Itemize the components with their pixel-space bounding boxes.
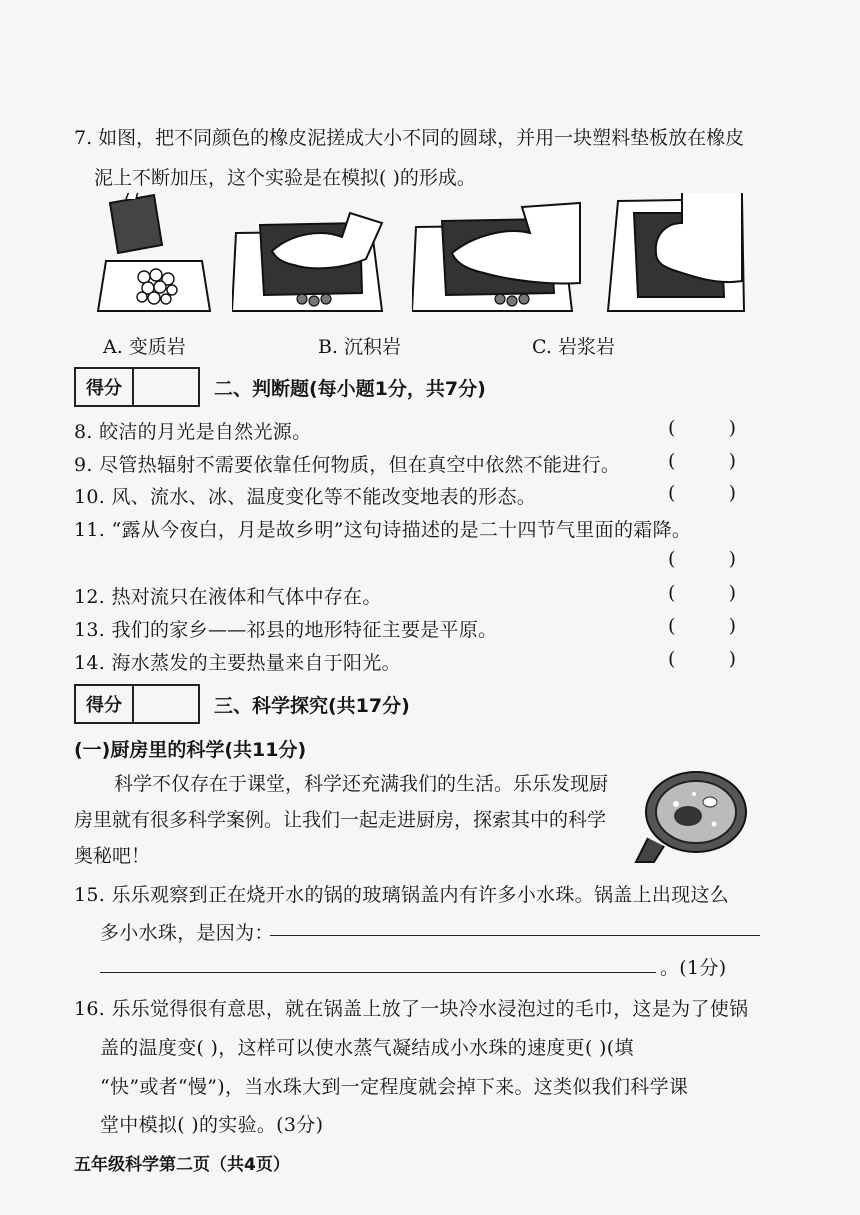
answer-line-15b[interactable] — [100, 972, 656, 973]
answer-line-15a[interactable] — [270, 935, 760, 936]
section3-title: 三、科学探究(共17分) — [214, 695, 410, 717]
answer-paren-13[interactable] — [668, 615, 736, 637]
paren-open: ( — [668, 450, 676, 472]
answer-paren-12[interactable] — [668, 582, 736, 604]
question-7-line1: 7. 如图，把不同颜色的橡皮泥搓成大小不同的圆球，并用一块塑料垫板放在橡皮 — [74, 127, 745, 149]
question-16-line2: 盖的温度变( )，这样可以使水蒸气凝结成小水珠的速度更( )(填 — [100, 1037, 634, 1059]
question-16-line4: 堂中模拟( )的实验。(3分) — [100, 1114, 324, 1136]
paren-close: ) — [728, 582, 736, 604]
question-7 — [74, 118, 774, 198]
figure-press-2 — [412, 193, 582, 318]
score-blank[interactable] — [134, 369, 198, 405]
tf-item-14: 14. 海水蒸发的主要热量来自于阳光。 — [74, 652, 401, 674]
section3-subtitle: (一)厨房里的科学(共11分) — [74, 739, 307, 761]
answer-paren-14[interactable] — [668, 648, 736, 670]
pot-lid-icon — [632, 766, 750, 866]
tf-item-9: 9. 尽管热辐射不需要依靠任何物质，但在真空中依然不能进行。 — [74, 454, 621, 476]
tf-item-11: 11. “露从今夜白，月是故乡明”这句诗描述的是二十四节气里面的霜降。 — [74, 519, 692, 541]
paren-open: ( — [668, 548, 676, 570]
answer-paren-9[interactable] — [668, 450, 736, 472]
option-a: A. 变质岩 — [103, 336, 186, 358]
tf-item-12: 12. 热对流只在液体和气体中存在。 — [74, 586, 382, 608]
answer-paren-8[interactable] — [668, 417, 736, 439]
page-footer: 五年级科学第二页（共4页） — [74, 1155, 290, 1175]
paren-open: ( — [668, 582, 676, 604]
question-16-line1: 16. 乐乐觉得很有意思，就在锅盖上放了一块冷水浸泡过的毛巾，这是为了使锅 — [74, 998, 749, 1020]
paren-open: ( — [668, 417, 676, 439]
question-15-line2: 多小水珠，是因为： — [100, 922, 274, 944]
paren-open: ( — [668, 615, 676, 637]
figure-press-1 — [232, 193, 392, 318]
section3-intro: 科学不仅存在于课堂，科学还充满我们的生活。乐乐发现厨房里就有很多科学案例。让我们一起走进厨房，探索其中的科学奥秘吧！ — [74, 773, 609, 867]
score-label: 得分 — [76, 369, 134, 405]
score-label: 得分 — [76, 686, 134, 722]
paren-open: ( — [668, 482, 676, 504]
tf-item-8: 8. 皎洁的月光是自然光源。 — [74, 421, 312, 443]
tf-item-13: 13. 我们的家乡——祁县的地形特征主要是平原。 — [74, 619, 498, 641]
paren-close: ) — [728, 615, 736, 637]
section2-title: 二、判断题(每小题1分，共7分) — [214, 378, 486, 400]
question-15-points: 。(1分) — [660, 957, 727, 979]
question-7-line2: 泥上不断加压，这个实验是在模拟( )的形成。 — [94, 167, 476, 189]
figure-press-3 — [598, 193, 748, 318]
paren-close: ) — [728, 482, 736, 504]
score-box-section2 — [74, 367, 200, 407]
tf-item-10: 10. 风、流水、冰、温度变化等不能改变地表的形态。 — [74, 486, 537, 508]
score-blank[interactable] — [134, 686, 198, 722]
answer-paren-11[interactable] — [668, 548, 736, 570]
paren-close: ) — [728, 548, 736, 570]
paren-close: ) — [728, 450, 736, 472]
option-b: B. 沉积岩 — [318, 336, 402, 358]
figure-clay-balls — [92, 193, 222, 318]
paren-open: ( — [668, 648, 676, 670]
answer-paren-10[interactable] — [668, 482, 736, 504]
option-c: C. 岩浆岩 — [532, 336, 615, 358]
score-box-section3 — [74, 684, 200, 724]
paren-close: ) — [728, 417, 736, 439]
question-16-line3: “快”或者“慢”)，当水珠大到一定程度就会掉下来。这类似我们科学课 — [100, 1076, 689, 1098]
question-15-line1: 15. 乐乐观察到正在烧开水的锅的玻璃锅盖内有许多小水珠。锅盖上出现这么 — [74, 884, 730, 906]
paren-close: ) — [728, 648, 736, 670]
